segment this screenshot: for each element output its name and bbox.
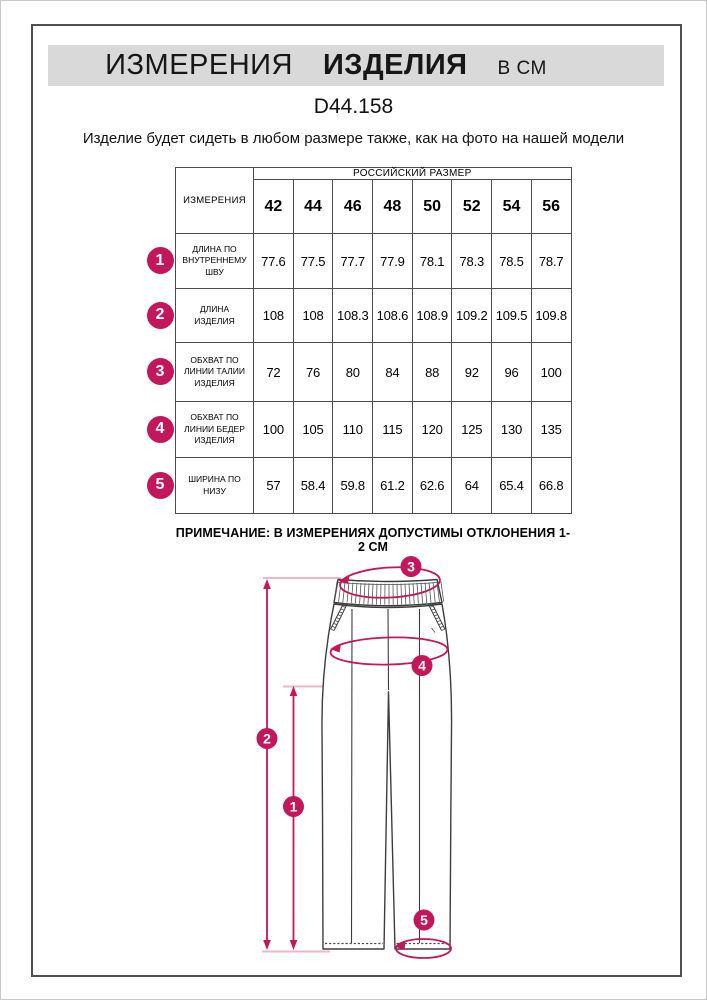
- svg-text:1: 1: [289, 798, 298, 815]
- callout-1: [283, 796, 304, 817]
- measure-label: ДЛИНА ПО ВНУТРЕННЕМУ ШВУ: [176, 234, 254, 289]
- callout-2: [257, 728, 278, 749]
- measure-value: 58.4: [293, 458, 333, 514]
- measure-label: ДЛИНА ИЗДЕЛИЯ: [176, 289, 254, 343]
- measure-value: 108.6: [373, 289, 413, 343]
- measure-value: 108: [254, 289, 294, 343]
- measure-value: 72: [254, 343, 294, 402]
- measure-value: 78.1: [412, 234, 452, 289]
- measure-value: 62.6: [412, 458, 452, 514]
- measure-value: 59.8: [333, 458, 373, 514]
- svg-text:4: 4: [418, 657, 426, 674]
- measure-value: 77.6: [254, 234, 294, 289]
- size-header-cell: 46: [333, 180, 373, 234]
- measure-value: 130: [492, 402, 532, 458]
- row-number-badge-5: 5: [147, 472, 174, 499]
- size-header-cell: 42: [254, 180, 294, 234]
- size-header-cell: 54: [492, 180, 532, 234]
- tolerance-note: ПРИМЕЧАНИЕ: В ИЗМЕРЕНИЯХ ДОПУСТИМЫ ОТКЛОНЕНИЯ 1-2 СМ: [175, 526, 571, 554]
- measure-row: [176, 343, 572, 402]
- measure-value: 108: [293, 289, 333, 343]
- fit-subtitle: Изделие будет сидеть в любом размере также, как на фото на нашей модели: [82, 130, 625, 147]
- row-number-badge-4: 4: [147, 416, 174, 443]
- callout-5: [414, 910, 435, 931]
- row-number-badge-1: 1: [147, 247, 174, 274]
- size-group-header: РОССИЙСКИЙ РАЗМЕР: [254, 168, 572, 180]
- measure-value: 92: [452, 343, 492, 402]
- size-header-cell: 44: [293, 180, 333, 234]
- measure-value: 100: [531, 343, 571, 402]
- pants-outline: [322, 604, 452, 949]
- measure-value: 96: [492, 343, 532, 402]
- measure-value: 105: [293, 402, 333, 458]
- measure-value: 66.8: [531, 458, 571, 514]
- center-front-seam: [388, 609, 389, 690]
- arrow-head: [263, 940, 271, 950]
- size-header-cell: 56: [531, 180, 571, 234]
- measure-col-header: ИЗМЕРЕНИЯ: [176, 168, 254, 234]
- arrow-head: [290, 940, 298, 950]
- measure-value: 88: [412, 343, 452, 402]
- row-number-badge-3: 3: [147, 358, 174, 385]
- svg-text:5: 5: [420, 912, 428, 928]
- measure-value: 57: [254, 458, 294, 514]
- measure-value: 64: [452, 458, 492, 514]
- size-header-cell: 52: [452, 180, 492, 234]
- measure-value: 77.5: [293, 234, 333, 289]
- size-header-cell: 50: [412, 180, 452, 234]
- measure-value: 77.7: [333, 234, 373, 289]
- measure-value: 84: [373, 343, 413, 402]
- size-header-cell: 48: [373, 180, 413, 234]
- title-word-measurements: ИЗМЕРЕНИЯ: [105, 49, 293, 81]
- measure-value: 76: [293, 343, 333, 402]
- measure-row: [176, 402, 572, 458]
- measure-value: 78.5: [492, 234, 532, 289]
- svg-text:2: 2: [263, 730, 271, 747]
- title-unit-cm: В СМ: [497, 58, 547, 79]
- left-leg-crease: [352, 609, 353, 943]
- product-code: D44.158: [313, 95, 394, 118]
- callout-4: [412, 655, 433, 676]
- title-bar: [48, 45, 664, 86]
- measure-value: 125: [452, 402, 492, 458]
- measure-label: ОБХВАТ ПО ЛИНИИ БЕДЕР ИЗДЕЛИЯ: [176, 402, 254, 458]
- measure-value: 65.4: [492, 458, 532, 514]
- measure-value: 78.3: [452, 234, 492, 289]
- measure-value: 78.7: [531, 234, 571, 289]
- measure-value: 135: [531, 402, 571, 458]
- callout-3: [401, 556, 422, 577]
- measure-value: 109.2: [452, 289, 492, 343]
- measure-row: [176, 234, 572, 289]
- row-number-badge-2: 2: [147, 302, 174, 329]
- measure-row: [176, 458, 572, 514]
- title-word-item: ИЗДЕЛИЯ: [322, 49, 468, 81]
- size-table: [175, 167, 572, 514]
- measure-value: 109.5: [492, 289, 532, 343]
- measure-value: 80: [333, 343, 373, 402]
- measure-value: 108.3: [333, 289, 373, 343]
- arrow-head: [263, 579, 271, 589]
- measure-label: ШИРИНА ПО НИЗУ: [176, 458, 254, 514]
- measure-value: 115: [373, 402, 413, 458]
- page-title: [105, 49, 547, 82]
- measure-label: ОБХВАТ ПО ЛИНИИ ТАЛИИ ИЗДЕЛИЯ: [176, 343, 254, 402]
- measure-value: 100: [254, 402, 294, 458]
- svg-text:3: 3: [407, 558, 415, 575]
- measure-value: 77.9: [373, 234, 413, 289]
- measure-value: 61.2: [373, 458, 413, 514]
- measure-value: 108.9: [412, 289, 452, 343]
- pants-diagram: [240, 545, 475, 990]
- measure-row: [176, 289, 572, 343]
- measure-value: 120: [412, 402, 452, 458]
- measure-value: 110: [333, 402, 373, 458]
- measure-value: 109.8: [531, 289, 571, 343]
